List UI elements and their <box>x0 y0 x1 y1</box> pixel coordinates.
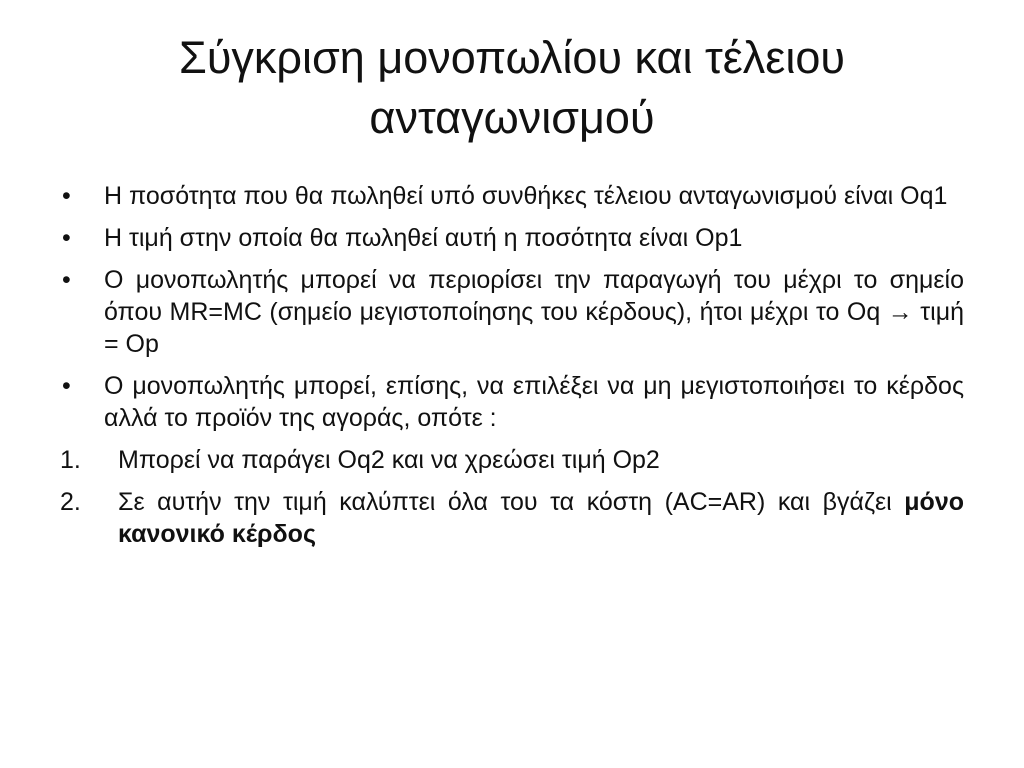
numbered-item <box>60 486 964 550</box>
bullet-text: Ο μονοπωλητής μπορεί να περιορίσει την παραγωγή του μέχρι το σημείο όπου MR=MC (σημείο μεγιστοποίησης του κέρδους), ήτοι μέχρι το Oq → τιμή = Op <box>104 266 964 358</box>
slide-content <box>60 180 964 560</box>
bullet-text: Η ποσότητα που θα πωληθεί υπό συνθήκες τέλειου ανταγωνισμού είναι Oq1 <box>104 182 948 210</box>
bullet-marker: • <box>62 224 71 252</box>
bullet-item <box>60 180 964 212</box>
bullet-marker: • <box>62 372 71 400</box>
numbered-marker: 2. <box>60 488 81 516</box>
bullet-item <box>60 222 964 254</box>
bullet-item <box>60 370 964 434</box>
numbered-bold-text: μόνο κανονικό κέρδος <box>118 488 964 548</box>
bullet-text: Η τιμή στην οποία θα πωληθεί αυτή η ποσότητα είναι Op1 <box>104 224 743 252</box>
numbered-marker: 1. <box>60 446 81 474</box>
bullet-marker: • <box>62 266 71 294</box>
slide-title: Σύγκριση μονοπωλίου και τέλειου ανταγωνισμού <box>179 32 845 143</box>
bullet-item <box>60 264 964 360</box>
bullet-text: Ο μονοπωλητής μπορεί, επίσης, να επιλέξει να μη μεγιστοποιήσει το κέρδος αλλά το προϊόν της αγοράς, οπότε : <box>104 372 964 432</box>
numbered-item <box>60 444 964 476</box>
numbered-text: Μπορεί να παράγει Oq2 και να χρεώσει τιμή Op2 <box>118 446 660 474</box>
numbered-text: Σε αυτήν την τιμή καλύπτει όλα του τα κόστη (AC=AR) και βγάζει <box>118 488 905 516</box>
bullet-marker: • <box>62 182 71 210</box>
